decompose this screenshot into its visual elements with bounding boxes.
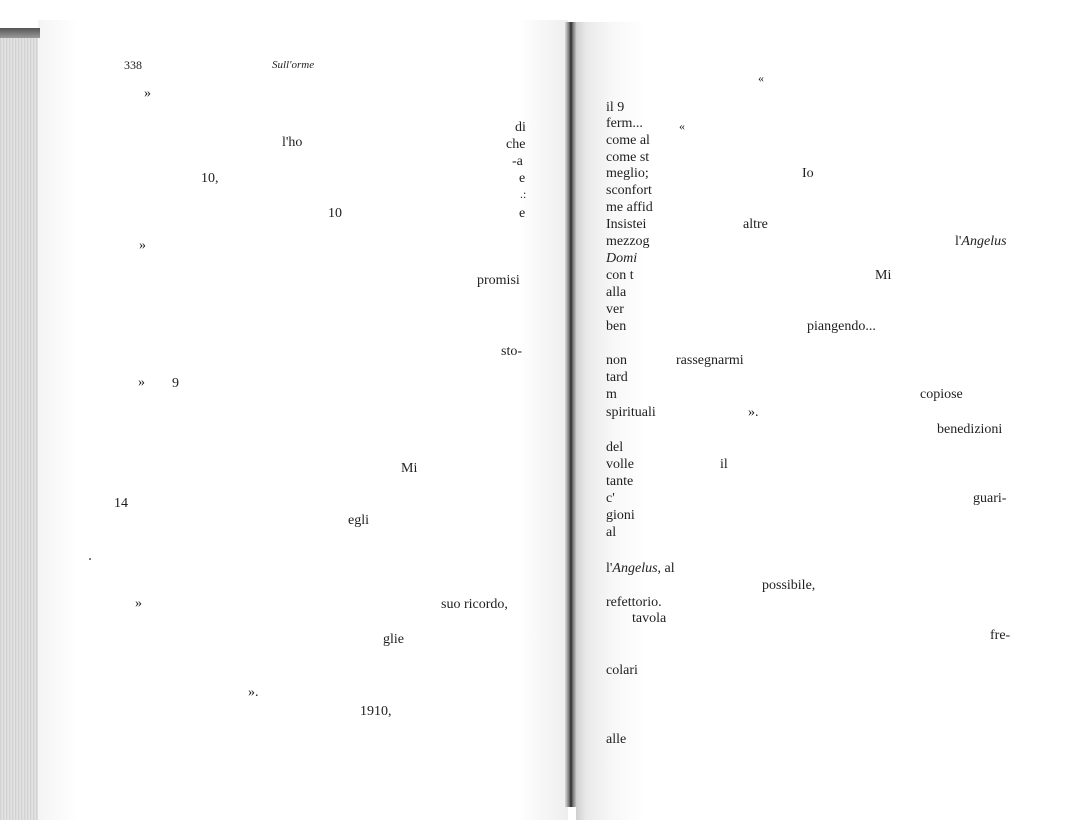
text-line: ben [606, 319, 627, 334]
text-fragment: l'ho [282, 135, 303, 150]
page-number: 338 [124, 58, 142, 72]
text-fragment: ». [748, 405, 759, 420]
text-line: al [606, 525, 617, 540]
right-page [576, 22, 1079, 820]
text-line: con t [606, 268, 634, 283]
text-line: m [606, 387, 617, 402]
book-gutter [565, 22, 577, 807]
text-fragment: il [720, 457, 728, 472]
text-line: sconfort [606, 183, 652, 198]
text-fragment: 14 [114, 496, 128, 511]
text-line: meglio; [606, 166, 649, 181]
text-fragment: guari- [973, 491, 1007, 506]
text-fragment: fre- [990, 628, 1011, 643]
text-line-italic: Angelus [612, 561, 658, 576]
page-stack-edge [0, 28, 38, 820]
text-fragment: » [138, 375, 145, 390]
text-fragment: 9 [172, 376, 179, 391]
text-fragment: Mi [875, 268, 892, 283]
text-fragment: Mi [401, 461, 418, 476]
text-fragment: piangendo... [807, 319, 876, 334]
text-fragment: copiose [920, 387, 963, 402]
text-line: volle [606, 457, 634, 472]
left-page [38, 20, 568, 820]
text-fragment: rassegnarmi [676, 353, 744, 368]
text-line: mezzog [606, 234, 650, 249]
text-fragment: altre [743, 217, 768, 232]
text-fragment: e [519, 171, 526, 186]
text-line: ferm... [606, 116, 643, 131]
text-fragment: « [679, 119, 685, 133]
text-line-part: , al [657, 561, 675, 576]
text-fragment: che [506, 137, 526, 152]
text-fragment: Io [802, 166, 814, 181]
text-line: Insistei [606, 217, 647, 232]
text-fragment: « [758, 71, 764, 85]
text-line: alla [606, 285, 627, 300]
text-fragment: 10 [328, 206, 342, 221]
text-line: colari [606, 663, 638, 678]
text-fragment-part: l' [955, 234, 962, 249]
text-fragment: sto- [501, 344, 522, 359]
text-fragment: di [515, 120, 526, 135]
text-fragment: -a [512, 154, 523, 169]
page-stack-shadow [0, 28, 40, 38]
text-line: c' [606, 491, 615, 506]
ink-speck [89, 558, 91, 560]
text-line: refettorio. [606, 595, 662, 610]
text-line: tavola [632, 611, 667, 626]
text-line: il 9 [606, 100, 625, 115]
running-head: Sull'orme [272, 59, 315, 71]
text-fragment: » [135, 596, 142, 611]
text-line: alle [606, 732, 627, 747]
text-fragment: possibile, [762, 578, 816, 593]
text-line: come al [606, 133, 650, 148]
text-line: tard [606, 370, 628, 385]
text-line: come st [606, 150, 650, 165]
text-line [606, 561, 675, 577]
text-line: non [606, 353, 627, 368]
text-fragment: » [139, 238, 146, 253]
text-fragment: » [144, 86, 151, 101]
text-line: ver [606, 302, 624, 317]
text-fragment: egli [348, 513, 369, 528]
text-line-part: l' [606, 561, 613, 576]
text-line: tante [606, 474, 634, 489]
text-line: gioni [606, 508, 635, 523]
text-fragment: promisi [477, 273, 520, 288]
text-line: me affid [606, 200, 653, 215]
text-fragment: 10, [201, 171, 219, 186]
text-fragment: glie [383, 632, 404, 647]
text-line: del [606, 440, 624, 455]
text-fragment: e [519, 206, 526, 221]
text-fragment: .: [520, 187, 527, 201]
text-fragment-italic: Angelus [961, 234, 1007, 249]
text-fragment: benedizioni [937, 422, 1003, 437]
text-fragment: ». [248, 685, 259, 700]
text-line: Domi [606, 251, 638, 266]
text-fragment: 1910, [360, 704, 392, 719]
text-line: spirituali [606, 405, 656, 420]
text-fragment [955, 234, 1007, 250]
text-fragment: suo ricordo, [441, 597, 508, 612]
